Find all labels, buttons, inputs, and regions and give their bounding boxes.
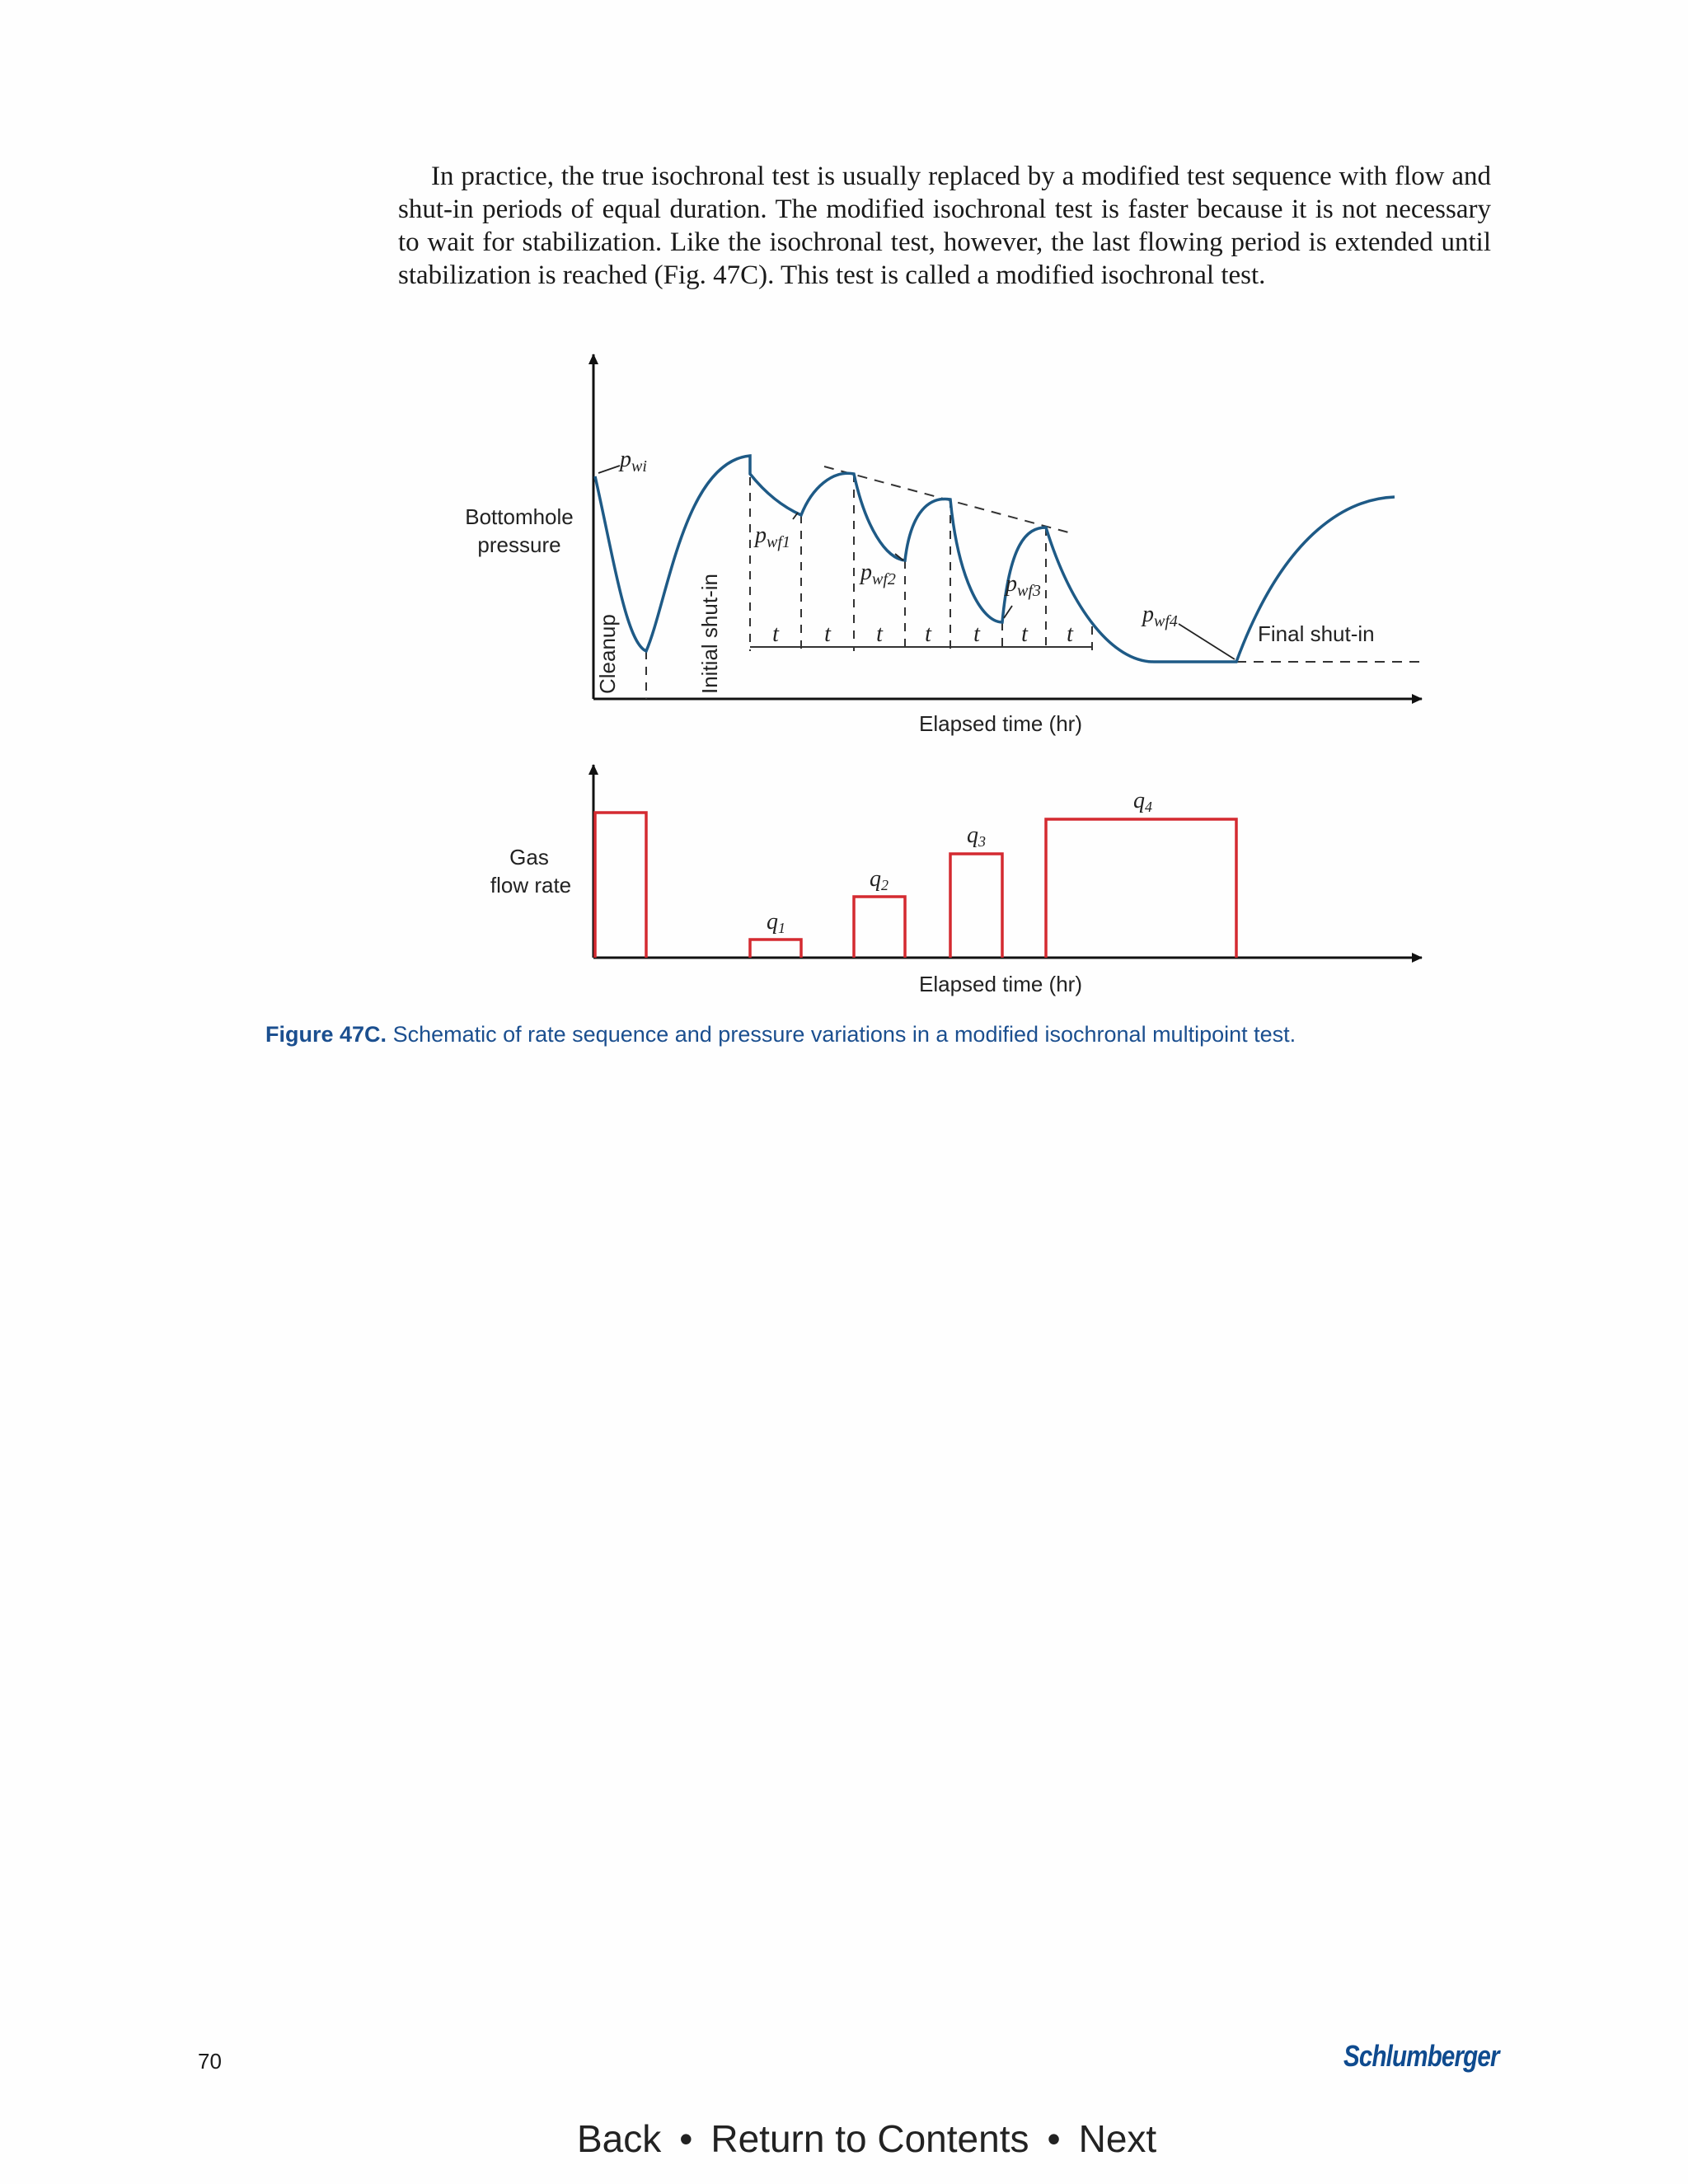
q2-label: [870, 866, 889, 893]
svg-text:pwf2: [859, 560, 896, 588]
initial-shutin-label: Initial shut-in: [697, 574, 722, 694]
pwf4-main: p: [1142, 602, 1154, 627]
rate-bar-q4: [1046, 819, 1236, 958]
pwf2-main: p: [860, 560, 872, 585]
t-label-3: t: [876, 621, 883, 647]
caption-label: Figure 47C.: [265, 1022, 387, 1047]
pressure-ylabel-line1: Bottomhole: [465, 504, 574, 529]
pwi-sub: wi: [631, 457, 647, 476]
q4-label: [1133, 788, 1152, 815]
next-link[interactable]: Next: [1078, 2117, 1157, 2160]
rate-ylabel-line2: flow rate: [490, 873, 572, 898]
pwi-leader: [598, 466, 620, 473]
pressure-chart: [465, 354, 1424, 736]
svg-text:pwi: [618, 447, 647, 476]
figure-47c: [0, 0, 1688, 1022]
svg-text:pwf3: [1004, 571, 1041, 600]
pwf1-sub: wf1: [767, 533, 790, 551]
t-label-4: t: [925, 621, 931, 647]
pwi-label: [598, 447, 647, 476]
pwf2-sub: wf2: [872, 570, 896, 588]
q3-label: [967, 823, 986, 850]
pwi-main: p: [620, 447, 631, 472]
rate-bar-q1: [750, 940, 801, 958]
pwf3-label: [1004, 571, 1041, 618]
back-link[interactable]: Back: [577, 2117, 662, 2160]
pwf3-main: p: [1006, 571, 1017, 597]
rate-bar-cleanup: [595, 813, 646, 958]
rate-chart: [490, 765, 1422, 996]
body-paragraph: In practice, the true isochronal test is usually replaced by a modified test sequence with flow and shut-in periods of equal duration. The modified isochronal test is faster because it is not necessary to wait for stabilization. Like the isochronal test, however, the last flowing period is extended until stabilization is reached (Fig. 47C). This test is called a modified isochronal test.: [398, 162, 1491, 290]
rate-xlabel: Elapsed time (hr): [919, 972, 1082, 996]
t-label-2: t: [824, 621, 831, 647]
q4-sub: 4: [1145, 799, 1152, 815]
q1-sub: 1: [778, 920, 785, 936]
rate-bars: [595, 813, 1236, 958]
q1-label: [767, 909, 785, 936]
pressure-ylabel-line2: pressure: [477, 532, 561, 557]
figure-caption: [265, 1022, 1502, 1047]
t-label-7: t: [1067, 621, 1073, 647]
t-label-5: t: [973, 621, 980, 647]
nav-separator-dot: •: [1047, 2117, 1061, 2160]
schlumberger-logo: Schlumberger: [1343, 2039, 1499, 2073]
t-label-1: t: [772, 621, 779, 647]
pwf4-label: [1141, 602, 1235, 659]
return-to-contents-link[interactable]: Return to Contents: [710, 2117, 1029, 2160]
page-number: 70: [198, 2049, 222, 2074]
rate-ylabel-line1: Gas: [509, 845, 549, 869]
rate-bar-q3: [950, 854, 1002, 958]
pwf4-leader: [1179, 624, 1235, 659]
page-navigation: [577, 2116, 1156, 2161]
q3-main: q: [967, 823, 978, 848]
t-labels: [772, 621, 1074, 647]
pressure-xlabel: Elapsed time (hr): [919, 711, 1082, 736]
q2-main: q: [870, 866, 881, 892]
rate-bar-q2: [854, 897, 905, 958]
caption-text: Schematic of rate sequence and pressure variations in a modified isochronal multipoint test.: [392, 1022, 1296, 1047]
q2-sub: 2: [881, 877, 889, 893]
pwf1-main: p: [755, 523, 767, 548]
q4-main: q: [1133, 788, 1145, 813]
pwf3-sub: wf3: [1017, 582, 1041, 600]
svg-text:pwf1: [753, 523, 790, 551]
cleanup-label: Cleanup: [595, 614, 620, 694]
q1-main: q: [767, 909, 778, 935]
final-shutin-label: Final shut-in: [1258, 621, 1375, 646]
pwf1-label: [753, 513, 798, 551]
svg-text:pwf4: [1141, 602, 1178, 630]
q3-sub: 3: [978, 833, 986, 850]
pwf4-sub: wf4: [1154, 612, 1178, 630]
nav-separator-dot: •: [679, 2117, 693, 2160]
t-label-6: t: [1021, 621, 1028, 647]
